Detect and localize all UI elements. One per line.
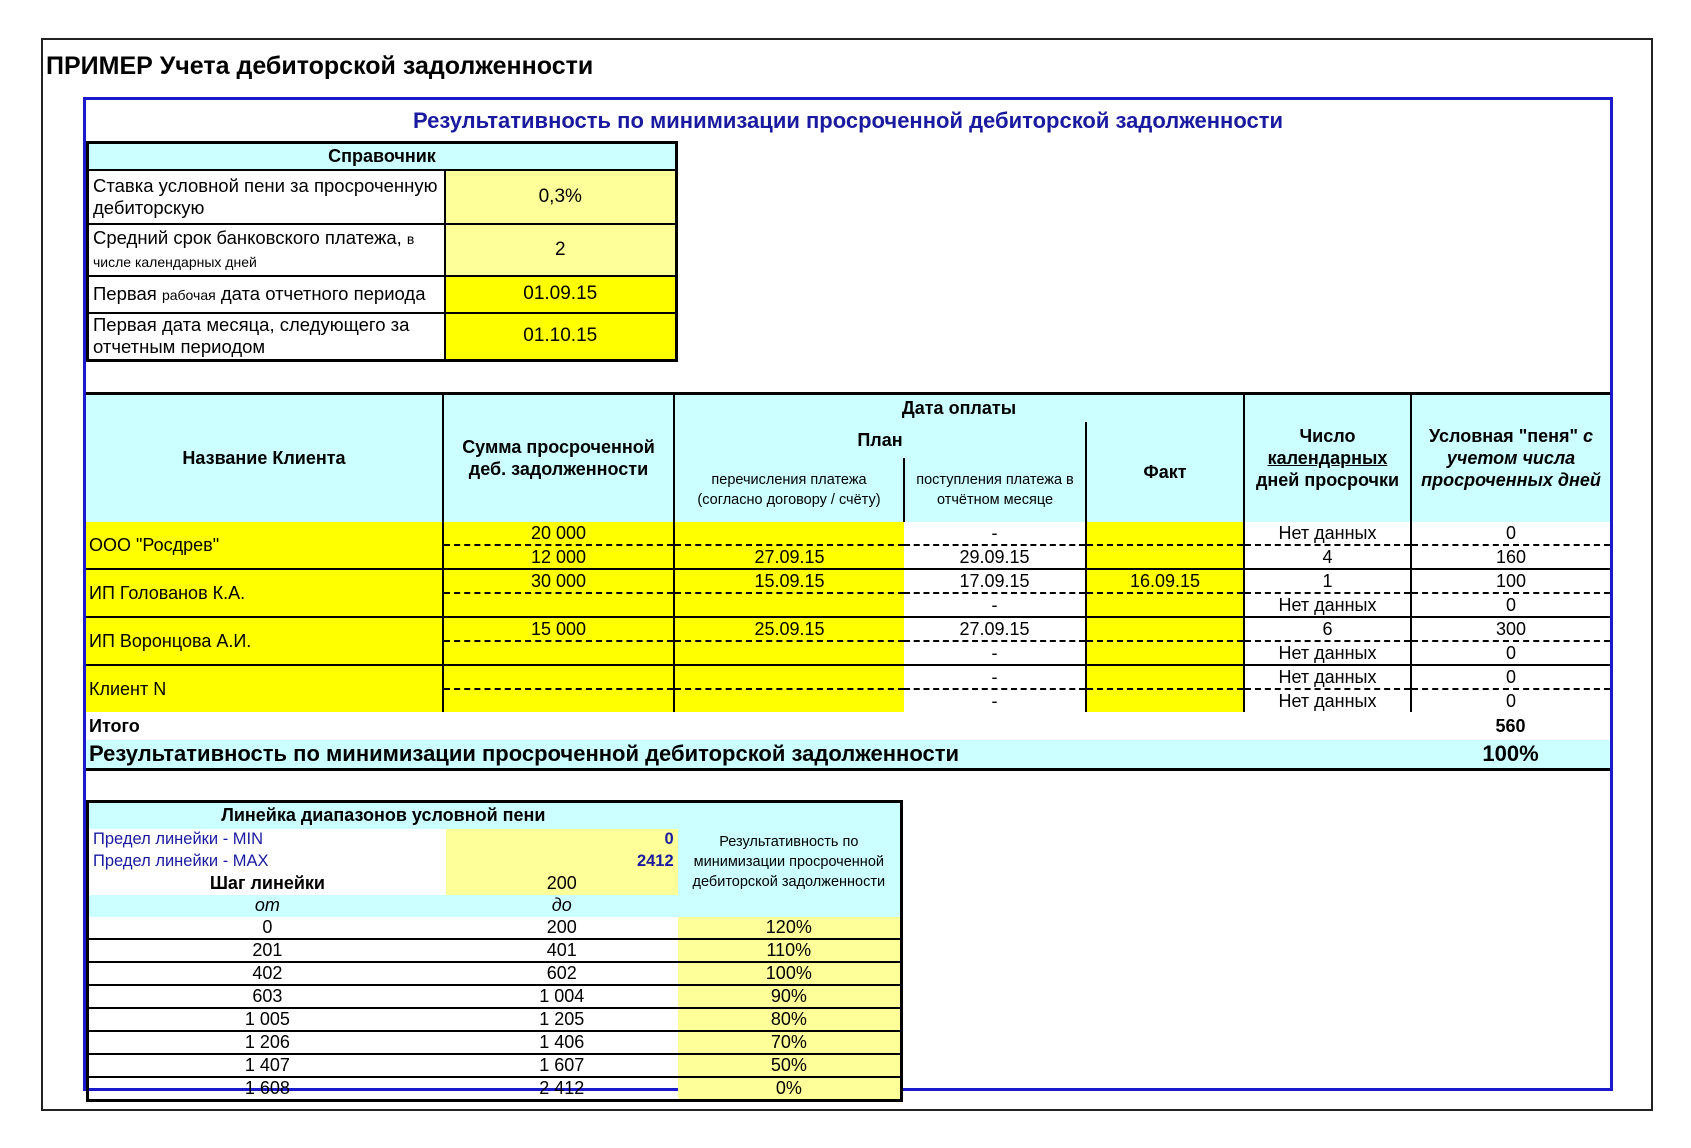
penalty-cell: 0 bbox=[1411, 593, 1610, 617]
receipt-date-cell: 27.09.15 bbox=[904, 617, 1086, 641]
amount-cell[interactable]: 20 000 bbox=[443, 522, 674, 545]
plan-date-cell[interactable]: 15.09.15 bbox=[674, 569, 904, 593]
header-plan-transfer: перечисления платежа (согласно договору / счёту) bbox=[674, 458, 904, 522]
scale-max-label: Предел линейки - MAX bbox=[93, 852, 269, 870]
header-plan: План bbox=[674, 422, 1086, 458]
page-title: ПРИМЕР Учета дебиторской задолженности bbox=[46, 52, 594, 80]
scale-pct[interactable]: 0% bbox=[678, 1077, 902, 1101]
receivables-table bbox=[86, 392, 1610, 771]
receipt-date-cell: 29.09.15 bbox=[904, 545, 1086, 569]
scale-row bbox=[88, 962, 902, 985]
penalty-cell: 100 bbox=[1411, 569, 1610, 593]
table-row bbox=[86, 665, 1610, 689]
days-cell: 4 bbox=[1244, 545, 1411, 569]
scale-pct[interactable]: 80% bbox=[678, 1008, 902, 1031]
reference-value[interactable]: 01.10.15 bbox=[445, 313, 677, 361]
reference-value[interactable]: 0,3% bbox=[445, 170, 677, 224]
scale-from: 1 608 bbox=[244, 1077, 290, 1098]
scale-from: 201 bbox=[88, 939, 446, 962]
receipt-date-cell: - bbox=[904, 593, 1086, 617]
fact-date-cell[interactable] bbox=[1086, 593, 1244, 617]
client-name: ООО "Росдрев" bbox=[86, 522, 443, 569]
days-cell: Нет данных bbox=[1244, 665, 1411, 689]
fact-date-cell[interactable] bbox=[1086, 689, 1244, 712]
table-row bbox=[86, 522, 1610, 545]
scale-max-value[interactable]: 2412 bbox=[446, 851, 678, 873]
scale-pct[interactable]: 50% bbox=[678, 1054, 902, 1077]
receipt-date-cell: 17.09.15 bbox=[904, 569, 1086, 593]
header-fact: Факт bbox=[1086, 422, 1244, 522]
client-name: Клиент N bbox=[86, 665, 443, 712]
total-label: Итого bbox=[89, 715, 140, 736]
scale-to: 1 406 bbox=[446, 1031, 678, 1054]
plan-date-cell[interactable] bbox=[674, 641, 904, 665]
days-cell: 1 bbox=[1244, 569, 1411, 593]
receipt-date-cell: - bbox=[904, 665, 1086, 689]
scale-from: 1 206 bbox=[88, 1031, 446, 1054]
reference-header: Справочник bbox=[88, 143, 677, 170]
header-client: Название Клиента bbox=[86, 394, 443, 522]
scale-from: 603 bbox=[88, 985, 446, 1008]
amount-cell[interactable]: 15 000 bbox=[443, 617, 674, 641]
scale-header: Линейка диапазонов условной пени bbox=[88, 802, 678, 829]
plan-date-cell[interactable] bbox=[674, 522, 904, 545]
result-value: 100% bbox=[1411, 740, 1610, 770]
header-amount: Сумма просроченной деб. задолженности bbox=[443, 394, 674, 522]
penalty-cell: 0 bbox=[1411, 665, 1610, 689]
plan-date-cell[interactable] bbox=[674, 665, 904, 689]
fact-date-cell[interactable] bbox=[1086, 545, 1244, 569]
header-payment-date: Дата оплаты bbox=[674, 394, 1244, 422]
scale-from: 1 407 bbox=[88, 1054, 446, 1077]
reference-table bbox=[86, 141, 678, 362]
scale-to: 1 607 bbox=[446, 1054, 678, 1077]
penalty-cell: 0 bbox=[1411, 522, 1610, 545]
scale-to-header: до bbox=[446, 895, 678, 917]
scale-from: 0 bbox=[88, 917, 446, 939]
result-row bbox=[86, 740, 1610, 770]
scale-pct[interactable]: 120% bbox=[678, 917, 902, 939]
scale-pct[interactable]: 70% bbox=[678, 1031, 902, 1054]
reference-value[interactable]: 2 bbox=[445, 224, 677, 276]
penalty-cell: 0 bbox=[1411, 641, 1610, 665]
scale-result-header: Результативность по минимизации просроченной дебиторской задолженности bbox=[678, 829, 902, 895]
report-panel bbox=[83, 97, 1613, 1098]
total-row bbox=[86, 712, 1610, 740]
header-plan-receipt: поступления платежа в отчётном месяце bbox=[904, 458, 1086, 522]
amount-cell[interactable] bbox=[443, 641, 674, 665]
scale-from: 402 bbox=[88, 962, 446, 985]
plan-date-cell[interactable] bbox=[674, 689, 904, 712]
fact-date-cell[interactable] bbox=[1086, 665, 1244, 689]
reference-label: Средний срок банковского платежа, в числе календарных дней bbox=[88, 224, 445, 276]
days-cell: Нет данных bbox=[1244, 593, 1411, 617]
scale-min-label: Предел линейки - MIN bbox=[93, 830, 264, 848]
fact-date-cell[interactable] bbox=[1086, 522, 1244, 545]
client-name: ИП Воронцова А.И. bbox=[86, 617, 443, 665]
penalty-cell: 0 bbox=[1411, 689, 1610, 712]
penalty-scale-table bbox=[86, 800, 903, 1102]
header-days: Число календарных дней просрочки bbox=[1244, 394, 1411, 522]
report-subtitle: Результативность по минимизации просроченной дебиторской задолженности bbox=[412, 108, 1284, 133]
scale-to: 602 bbox=[446, 962, 678, 985]
days-cell: Нет данных bbox=[1244, 689, 1411, 712]
scale-row bbox=[88, 1077, 902, 1101]
scale-min-value[interactable]: 0 bbox=[446, 829, 678, 851]
table-row bbox=[86, 569, 1610, 593]
receipt-date-cell: - bbox=[991, 690, 998, 711]
fact-date-cell[interactable] bbox=[1086, 641, 1244, 665]
result-label: Результативность по минимизации просроченной дебиторской задолженности bbox=[86, 740, 1411, 770]
scale-row bbox=[88, 1008, 902, 1031]
amount-cell[interactable] bbox=[443, 593, 674, 617]
scale-row bbox=[88, 1054, 902, 1077]
reference-label: Ставка условной пени за просроченную дебиторскую bbox=[88, 170, 445, 224]
scale-to: 1 205 bbox=[446, 1008, 678, 1031]
fact-date-cell[interactable] bbox=[1086, 617, 1244, 641]
scale-to: 2 412 bbox=[539, 1077, 585, 1098]
fact-date-cell[interactable]: 16.09.15 bbox=[1086, 569, 1244, 593]
scale-pct[interactable]: 100% bbox=[678, 962, 902, 985]
penalty-cell: 300 bbox=[1411, 617, 1610, 641]
scale-pct[interactable]: 110% bbox=[678, 939, 902, 962]
reference-label: Первая рабочая дата отчетного периода bbox=[88, 276, 445, 313]
client-name: ИП Голованов К.А. bbox=[86, 569, 443, 617]
scale-from: 1 005 bbox=[88, 1008, 446, 1031]
scale-pct[interactable]: 90% bbox=[678, 985, 902, 1008]
scale-row bbox=[88, 985, 902, 1008]
header-penalty: Условная "пеня" с учетом числа просроченных дней bbox=[1411, 394, 1610, 522]
scale-row bbox=[88, 939, 902, 962]
plan-date-cell[interactable]: 27.09.15 bbox=[674, 545, 904, 569]
scale-row bbox=[88, 1031, 902, 1054]
plan-date-cell[interactable] bbox=[674, 593, 904, 617]
reference-label: Первая дата месяца, следующего за отчетным периодом bbox=[93, 314, 410, 358]
receipt-date-cell: - bbox=[904, 641, 1086, 665]
amount-cell[interactable] bbox=[443, 689, 674, 712]
days-cell: Нет данных bbox=[1244, 522, 1411, 545]
amount-cell[interactable] bbox=[443, 665, 674, 689]
receipt-date-cell: - bbox=[904, 522, 1086, 545]
scale-row bbox=[88, 917, 902, 939]
days-cell: 6 bbox=[1244, 617, 1411, 641]
amount-cell[interactable]: 30 000 bbox=[443, 569, 674, 593]
days-cell: Нет данных bbox=[1244, 641, 1411, 665]
scale-to: 1 004 bbox=[446, 985, 678, 1008]
scale-step-value[interactable]: 200 bbox=[446, 873, 678, 895]
penalty-cell: 160 bbox=[1411, 545, 1610, 569]
amount-cell[interactable]: 12 000 bbox=[443, 545, 674, 569]
scale-to: 200 bbox=[446, 917, 678, 939]
total-value: 560 bbox=[1495, 715, 1526, 736]
reference-value[interactable]: 01.09.15 bbox=[445, 276, 677, 313]
plan-date-cell[interactable]: 25.09.15 bbox=[674, 617, 904, 641]
scale-step-label: Шаг линейки bbox=[209, 873, 325, 893]
scale-to: 401 bbox=[446, 939, 678, 962]
scale-from-header: от bbox=[88, 895, 446, 917]
table-row bbox=[86, 617, 1610, 641]
